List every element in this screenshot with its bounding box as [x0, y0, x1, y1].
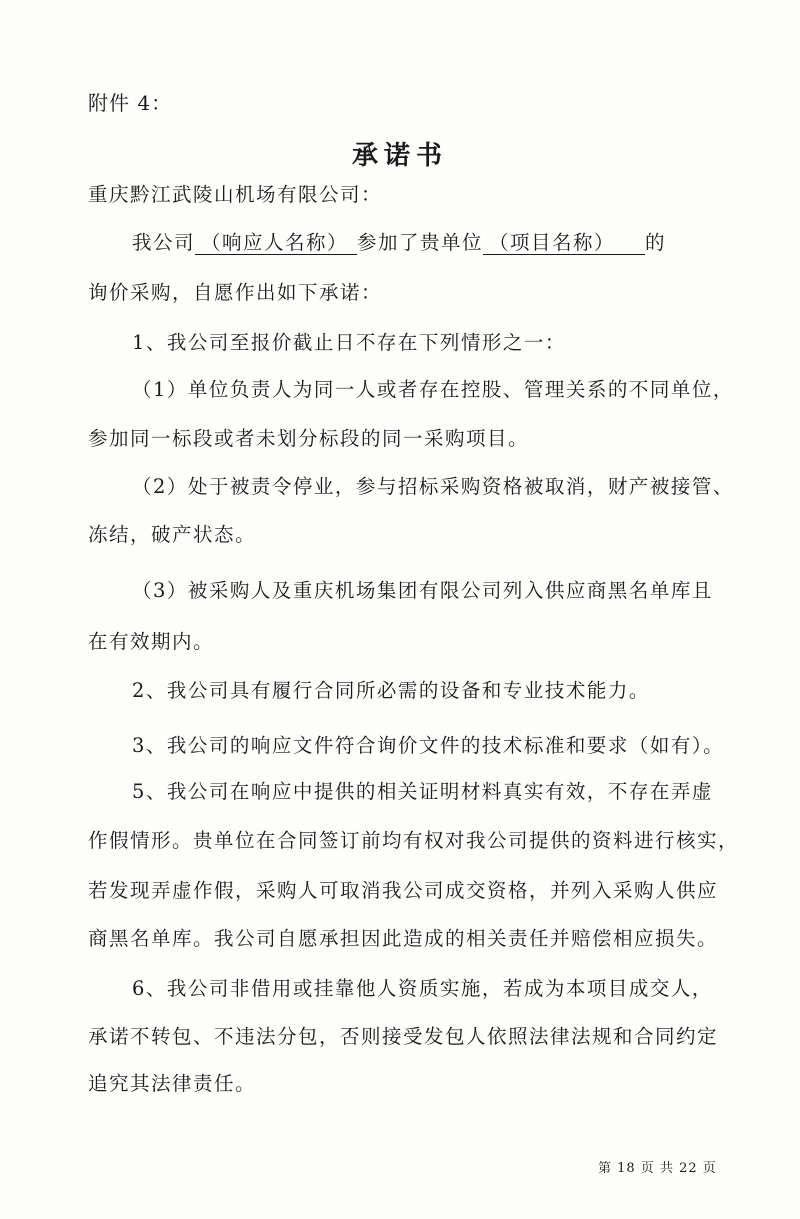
sub-item3-line2: 在有效期内。 — [88, 630, 215, 653]
item6-line2: 承诺不转包、不违法分包，否则接受发包人依照法律法规和合同约定 — [88, 1025, 719, 1048]
sub-item3-line1: （3）被采购人及重庆机场集团有限公司列入供应商黑名单库且 — [132, 579, 713, 602]
sub-item2-line1: （2）处于被责令停业，参与招标采购资格被取消，财产被接管、 — [132, 475, 734, 498]
page-number: 第 18 页 共 22 页 — [598, 1161, 717, 1176]
item1-heading: 1、我公司至报价截止日不存在下列情形之一： — [132, 331, 566, 354]
sub-item2-line2: 冻结，破产状态。 — [88, 523, 257, 546]
item6-line1: 6、我公司非借用或挂靠他人资质实施，若成为本项目成交人， — [132, 977, 713, 1000]
recipient-line: 重庆黔江武陵山机场有限公司： — [88, 183, 383, 206]
item3-line: 3、我公司的响应文件符合询价文件的技术标准和要求（如有）。 — [132, 734, 725, 757]
item5-line3: 若发现弄虚作假，采购人可取消我公司成交资格，并列入采购人供应 — [88, 879, 719, 902]
item6-line3: 追究其法律责任。 — [88, 1072, 257, 1095]
sub-item1-line1: （1）单位负责人为同一人或者存在控股、管理关系的不同单位， — [132, 378, 734, 401]
intro-continuation: 询价采购，自愿作出如下承诺： — [88, 281, 383, 304]
attachment-label: 附件 4： — [88, 91, 173, 115]
respondent-name-blank: （响应人名称） — [195, 232, 357, 255]
item5-line4: 商黑名单库。我公司自愿承担因此造成的相关责任并赔偿相应损失。 — [88, 927, 719, 950]
project-name-blank: （项目名称） — [483, 232, 645, 255]
intro-suffix: 的 — [645, 231, 667, 254]
sub-item1-line2: 参加同一标段或者未划分标段的同一采购项目。 — [88, 427, 530, 450]
document-title: 承诺书 — [351, 141, 448, 171]
intro-middle: 参加了贵单位 — [357, 231, 484, 254]
item5-line2: 作假情形。贵单位在合同签订前均有权对我公司提供的资料进行核实， — [88, 829, 740, 852]
item2-line: 2、我公司具有履行合同所必需的设备和专业技术能力。 — [132, 679, 650, 702]
item5-line1: 5、我公司在响应中提供的相关证明材料真实有效，不存在弄虚 — [132, 780, 713, 803]
intro-line — [132, 231, 666, 255]
intro-prefix: 我公司 — [132, 231, 196, 254]
